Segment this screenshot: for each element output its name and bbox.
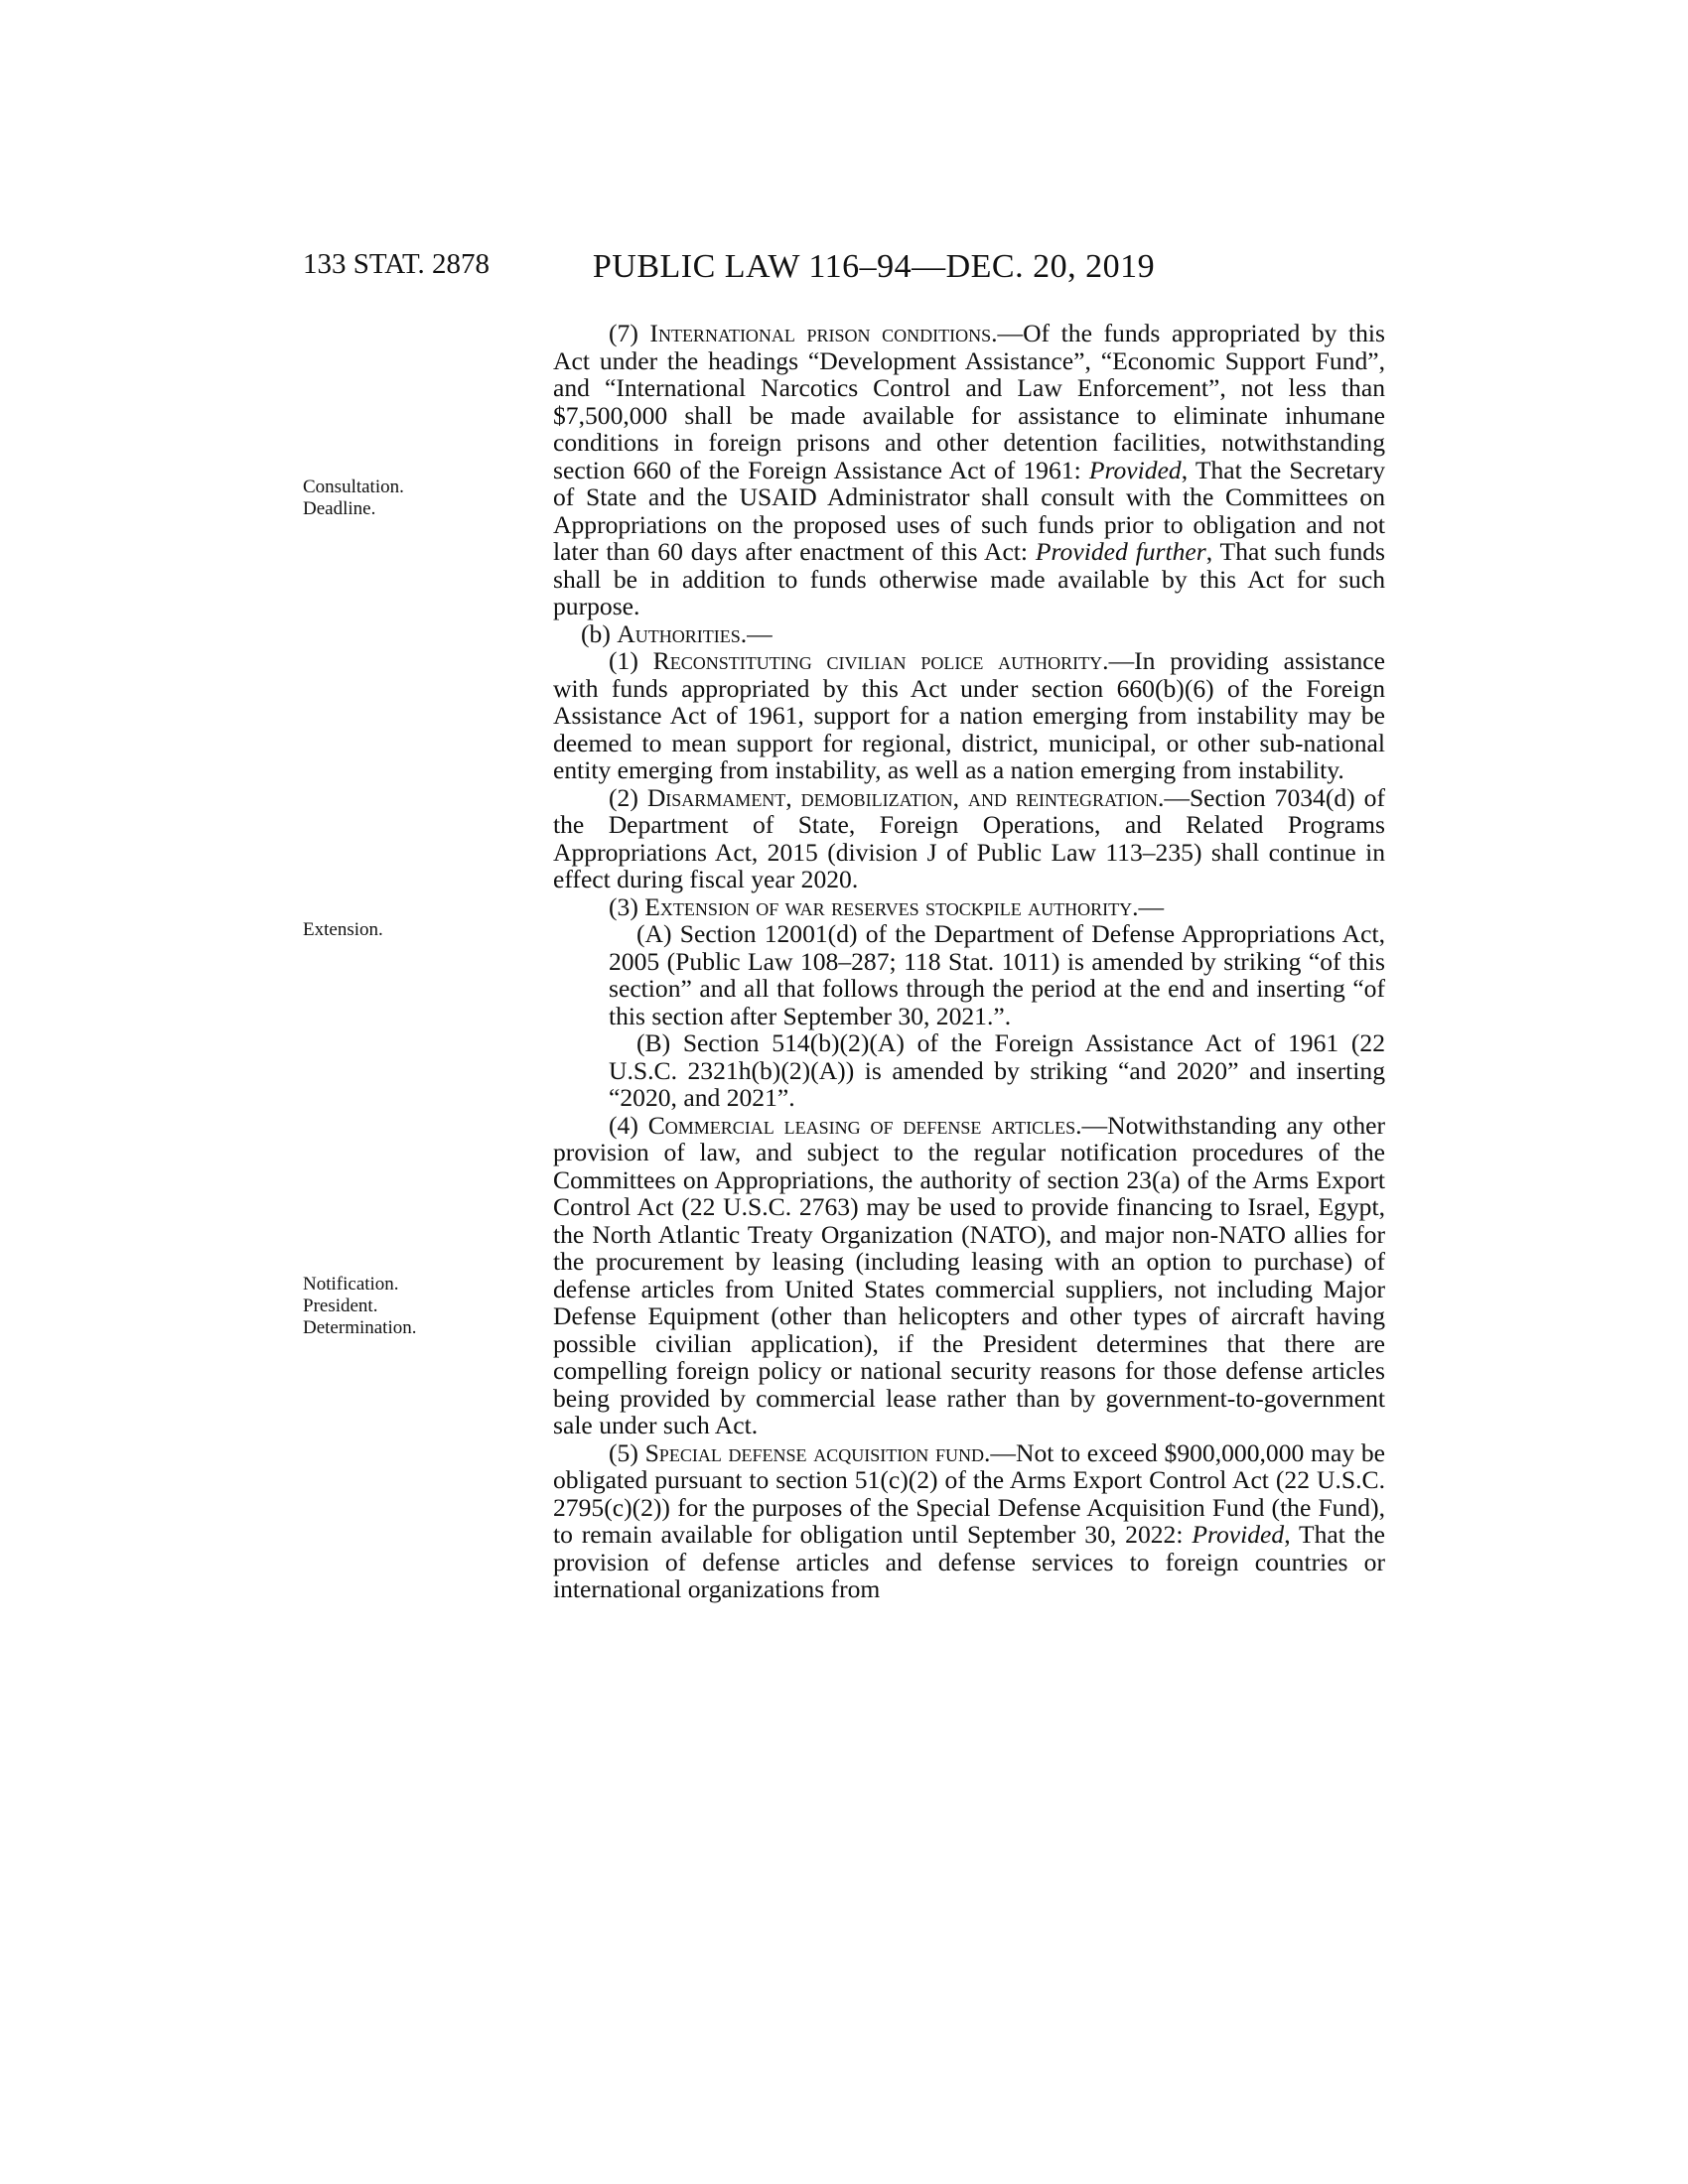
stat-page-number: 133 STAT. 2878 — [303, 248, 491, 280]
margin-note-line: Notification. — [303, 1274, 399, 1295]
paragraph-b4-commercial-leasing: (4) Commercial leasing of defense articles.—Notwithstanding any other provision of law, and subject to the regular notification procedures of the Committees on Appropriations, the authority of section 23(a) of the Arms Export Control Act (22 U.S.C. 2763) may be used to provide financing to Israel, Egypt, the North Atlantic Treaty Organization (NATO), and major non-NATO allies for the procurement by leasing (including leasing with an option to purchase) of defense articles from United States commercial suppliers, not including Major Defense Equipment (other than helicopters and other types of aircraft having possible civilian application), if the President determines that there are compelling foreign policy or national security reasons for those defense articles being provided by commercial lease rather than by government-to-government sale under such Act. — [553, 1110, 1385, 1439]
proviso: Provided — [1088, 455, 1182, 484]
subparagraph-b3-b: (B) Section 514(b)(2)(A) of the Foreign Assistance Act of 1961 (22 U.S.C. 2321h(b)(2)(A)) is amended by striking “and 2020” and inserting “2020, and 2021”. — [609, 1028, 1385, 1112]
heading: Commercial leasing of defense articles. — [647, 1110, 1082, 1140]
paragraph-b2-disarmament: (2) Disarmament, demobilization, and reintegration.—Section 7034(d) of the Department of State, Foreign Operations, and Related Programs Appropriations Act, 2015 (division J of Public Law 113–235) shall continue in effect during fiscal year 2020. — [553, 782, 1385, 893]
paragraph-b1-civilian-police: (1) Reconstituting civilian police authority.—In providing assistance with funds appropriated by this Act under section 660(b)(6) of the Foreign Assistance Act of 1961, support for a nation emerging from instability may be deemed to mean support for regional, district, municipal, or other sub-national entity emerging from instability, as well as a nation emerging from instability. — [553, 646, 1385, 784]
public-law-title: PUBLIC LAW 116–94—DEC. 20, 2019 — [592, 248, 1156, 285]
margin-note-line: Deadline. — [303, 498, 376, 519]
paragraph-b3-war-reserves: (3) Extension of war reserves stockpile authority.— — [609, 891, 1165, 921]
heading: Extension of war reserves stockpile authority. — [644, 891, 1139, 921]
paragraph-b5-special-defense-fund: (5) Special defense acquisition fund.—Not to exceed $900,000,000 may be obligated pursuant to section 51(c)(2) of the Arms Export Control Act (22 U.S.C. 2795(c)(2)) for the purposes of the Special Defense Acquisition Fund (the Fund), to remain available for obligation until September 30, 2022: Provided, That the provision of defense articles and defense services to foreign countries or international organizations from — [553, 1437, 1385, 1603]
margin-note-extension — [303, 919, 501, 941]
margin-note-consultation — [303, 477, 501, 520]
heading: Special defense acquisition fund. — [644, 1437, 991, 1467]
subsection-b-authorities: (b) Authorities.— — [581, 618, 773, 648]
heading: Disarmament, demobilization, and reintegration. — [646, 782, 1165, 812]
margin-note-notification — [303, 1274, 501, 1339]
margin-note-line: Extension. — [303, 919, 383, 940]
heading: Reconstituting civilian police authority. — [652, 646, 1109, 675]
proviso: Provided — [1192, 1520, 1285, 1549]
margin-note-line: President. — [303, 1296, 378, 1316]
statute-body — [553, 320, 1385, 1603]
page-header — [303, 248, 1385, 288]
heading: Authorities. — [617, 618, 748, 648]
proviso: Provided further — [1035, 537, 1206, 566]
margin-note-line: Consultation. — [303, 477, 404, 497]
subparagraph-b3-a: (A) Section 12001(d) of the Department of Defense Appropriations Act, 2005 (Public Law 108–287; 118 Stat. 1011) is amended by striking “of this section” and all that follows through the period at the end and inserting “of this section after September 30, 2021.”. — [609, 919, 1385, 1030]
heading: International prison conditions. — [649, 319, 998, 347]
paragraph-7-international-prison-conditions: (7) International prison conditions.—Of the funds appropriated by this Act under the headings “Development Assistance”, “Economic Support Fund”, and “International Narcotics Control and Law Enforcement”, not less than $7,500,000 shall be made available for assistance to eliminate inhumane conditions in foreign prisons and other detention facilities, notwithstanding section 660 of the Foreign Assistance Act of 1961: Provided, That the Secretary of State and the USAID Administrator shall consult with the Committees on Appropriations on the proposed uses of such funds prior to obligation and not later than 60 days after enactment of this Act: Provided further, That such funds shall be in addition to funds otherwise made available by this Act for such purpose. — [553, 319, 1386, 620]
margin-note-line: Determination. — [303, 1317, 417, 1338]
